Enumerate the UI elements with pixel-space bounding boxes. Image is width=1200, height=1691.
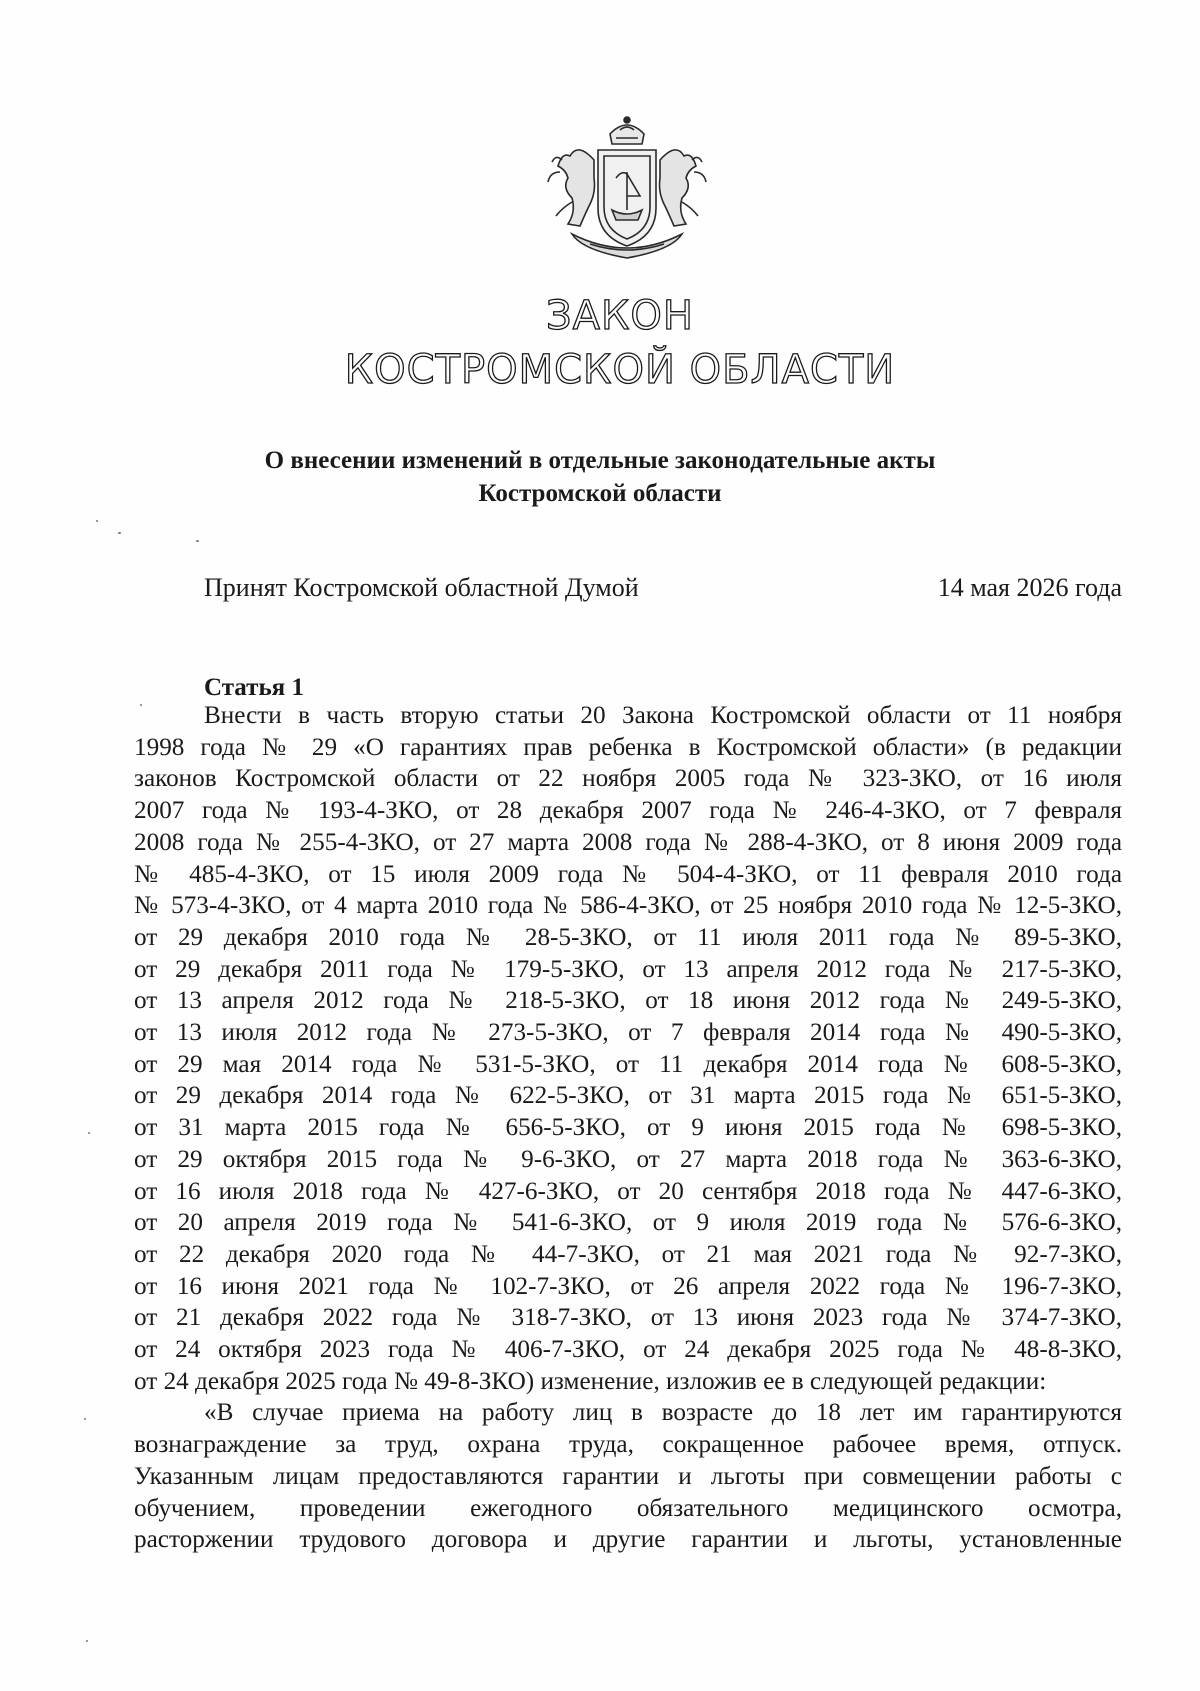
scan-speck: [140, 704, 142, 706]
body-line: 2007 года № 193-4-ЗКО, от 28 декабря 2007 года № 246-4-ЗКО, от 7 февраля: [134, 797, 1122, 825]
body-line: от 24 октября 2023 года № 406-7-ЗКО, от 24 декабря 2025 года № 48-8-ЗКО,: [134, 1336, 1122, 1364]
scan-speck: [84, 1418, 86, 1420]
coat-of-arms-emblem: [532, 112, 722, 272]
body-line: от 29 декабря 2014 года № 622-5-ЗКО, от 31 марта 2015 года № 651-5-ЗКО,: [134, 1082, 1122, 1110]
law-heading: ЗАКОН: [546, 293, 694, 339]
body-line: от 29 мая 2014 года № 531-5-ЗКО, от 11 декабря 2014 года № 608-5-ЗКО,: [134, 1050, 1122, 1078]
adoption-row: [204, 572, 1122, 604]
body-line: от 13 июля 2012 года № 273-5-ЗКО, от 7 февраля 2014 года № 490-5-ЗКО,: [134, 1019, 1122, 1047]
body-line: от 29 декабря 2010 года № 28-5-ЗКО, от 11 июля 2011 года № 89-5-ЗКО,: [134, 923, 1122, 951]
body-line: от 29 декабря 2011 года № 179-5-ЗКО, от 13 апреля 2012 года № 217-5-ЗКО,: [134, 955, 1122, 983]
body-line: расторжении трудового договора и другие гарантии и льготы, установленные: [134, 1526, 1122, 1554]
scan-speck: [96, 520, 98, 522]
body-line: от 21 декабря 2022 года № 318-7-ЗКО, от 13 июня 2023 года № 374-7-ЗКО,: [134, 1304, 1122, 1332]
subject-line-1: О внесении изменений в отдельные законодательные акты: [264, 447, 936, 474]
body-line: от 20 апреля 2019 года № 541-6-ЗКО, от 9 июля 2019 года № 576-6-ЗКО,: [134, 1209, 1122, 1237]
region-heading: КОСТРОМСКОЙ ОБЛАСТИ: [344, 347, 896, 393]
subject-line-2: Костромской области: [478, 480, 722, 507]
body-line: от 31 марта 2015 года № 656-5-ЗКО, от 9 июня 2015 года № 698-5-ЗКО,: [134, 1114, 1122, 1142]
body-line: от 16 июня 2021 года № 102-7-ЗКО, от 26 апреля 2022 года № 196-7-ЗКО,: [134, 1272, 1122, 1300]
body-line: вознаграждение за труд, охрана труда, сокращенное рабочее время, отпуск.: [134, 1431, 1122, 1459]
scan-speck: [86, 1640, 88, 1642]
body-line: обучением, проведении ежегодного обязательного медицинского осмотра,: [134, 1494, 1122, 1522]
body-line: от 24 декабря 2025 года № 49-8-ЗКО) изменение, изложив ее в следующей редакции:: [134, 1367, 1047, 1395]
scan-speck: [196, 540, 199, 542]
scan-speck: [118, 532, 121, 534]
article-title: Статья 1: [204, 674, 304, 701]
body-line: Внести в часть вторую статьи 20 Закона Костромской области от 11 ноября: [204, 702, 1122, 729]
adoption-date: 14 мая 2026 года: [937, 573, 1122, 602]
body-line: от 16 июля 2018 года № 427-6-ЗКО, от 20 сентября 2018 года № 447-6-ЗКО,: [134, 1177, 1122, 1205]
body-line: 2008 года № 255-4-ЗКО, от 27 марта 2008 года № 288-4-ЗКО, от 8 июня 2009 года: [134, 828, 1122, 856]
adopted-by: Принят Костромской областной Думой: [204, 573, 639, 602]
body-line: «В случае приема на работу лиц в возрасте до 18 лет им гарантируются: [204, 1399, 1122, 1427]
body-line: от 29 октября 2015 года № 9-6-ЗКО, от 27 марта 2018 года № 363-6-ЗКО,: [134, 1145, 1122, 1173]
scan-speck: [88, 1132, 90, 1134]
body-line: от 13 апреля 2012 года № 218-5-ЗКО, от 18 июня 2012 года № 249-5-ЗКО,: [134, 987, 1122, 1015]
body-line: № 573-4-ЗКО, от 4 марта 2010 года № 586-4-ЗКО, от 25 ноября 2010 года № 12-5-ЗКО,: [134, 892, 1122, 920]
body-line: от 22 декабря 2020 года № 44-7-ЗКО, от 21 мая 2021 года № 92-7-ЗКО,: [134, 1240, 1122, 1268]
body-line: 1998 года № 29 «О гарантиях прав ребенка в Костромской области» (в редакции: [134, 733, 1122, 761]
law-subject-title: [0, 444, 1200, 510]
body-line: Указанным лицам предоставляются гарантии и льготы при совмещении работы с: [134, 1462, 1122, 1490]
article-body: [134, 700, 1122, 1556]
body-line: № 485-4-ЗКО, от 15 июля 2009 года № 504-4-ЗКО, от 11 февраля 2010 года: [134, 860, 1122, 888]
body-line: законов Костромской области от 22 ноября 2005 года № 323-ЗКО, от 16 июля: [134, 765, 1122, 793]
